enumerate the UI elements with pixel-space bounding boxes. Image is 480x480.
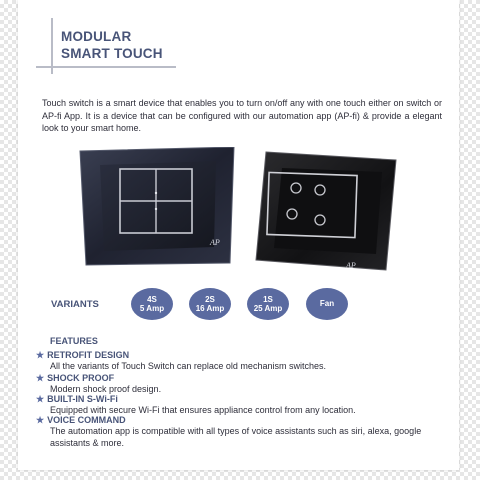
title-line-1: MODULAR (61, 29, 132, 44)
feature-title: VOICE COMMAND (47, 415, 126, 425)
variants-label: VARIANTS (51, 299, 99, 310)
star-icon: ★ (36, 350, 45, 360)
feature-description: Modern shock proof design. (50, 384, 162, 394)
feature-item-retrofit (36, 350, 456, 373)
title-line-2: SMART TOUCH (61, 46, 163, 61)
variant-rating: 16 Amp (195, 304, 225, 313)
product-image-4-gang-switch (78, 147, 238, 267)
product-image-4-button-switch (254, 150, 399, 272)
feature-description: The automation app is compatible with all types of voice assistants such as siri, alexa, google assistants & more. (50, 426, 422, 448)
intro-paragraph: Touch switch is a smart device that enables you to turn on/off any with one touch either on switch or AP-fi App. It is a device that can be configured with our automation app (AP-fi) & provide a elegant look to your smart home. (42, 98, 442, 133)
variant-badge-4s (131, 288, 173, 320)
variant-badge-1s (247, 288, 289, 320)
star-icon: ★ (36, 373, 45, 383)
star-icon: ★ (36, 415, 45, 425)
variant-rating: 5 Amp (139, 304, 165, 313)
feature-description: Equipped with secure Wi-Fi that ensures appliance control from any location. (50, 405, 356, 415)
feature-title: BUILT-IN S-Wi-Fi (47, 394, 118, 404)
variant-badge-2s (189, 288, 231, 320)
variant-rating: 25 Amp (253, 304, 283, 313)
product-logo: AP (210, 238, 220, 247)
product-logo: AP (346, 261, 356, 270)
variant-name: 1S (263, 294, 273, 304)
feature-item-shock-proof (36, 373, 456, 396)
feature-title: SHOCK PROOF (47, 373, 115, 383)
header-horizontal-line (36, 66, 176, 68)
variant-name: 2S (205, 294, 215, 304)
star-icon: ★ (36, 394, 45, 404)
page-title (61, 28, 163, 62)
variant-name: 4S (147, 294, 157, 304)
feature-title: RETROFIT DESIGN (47, 350, 130, 360)
feature-item-wifi (36, 394, 456, 417)
feature-description: All the variants of Touch Switch can replace old mechanism switches. (50, 361, 326, 371)
features-label: FEATURES (50, 336, 98, 346)
variant-badge-fan (306, 288, 348, 320)
feature-item-voice-command (36, 415, 456, 449)
variant-name: Fan (319, 299, 335, 309)
